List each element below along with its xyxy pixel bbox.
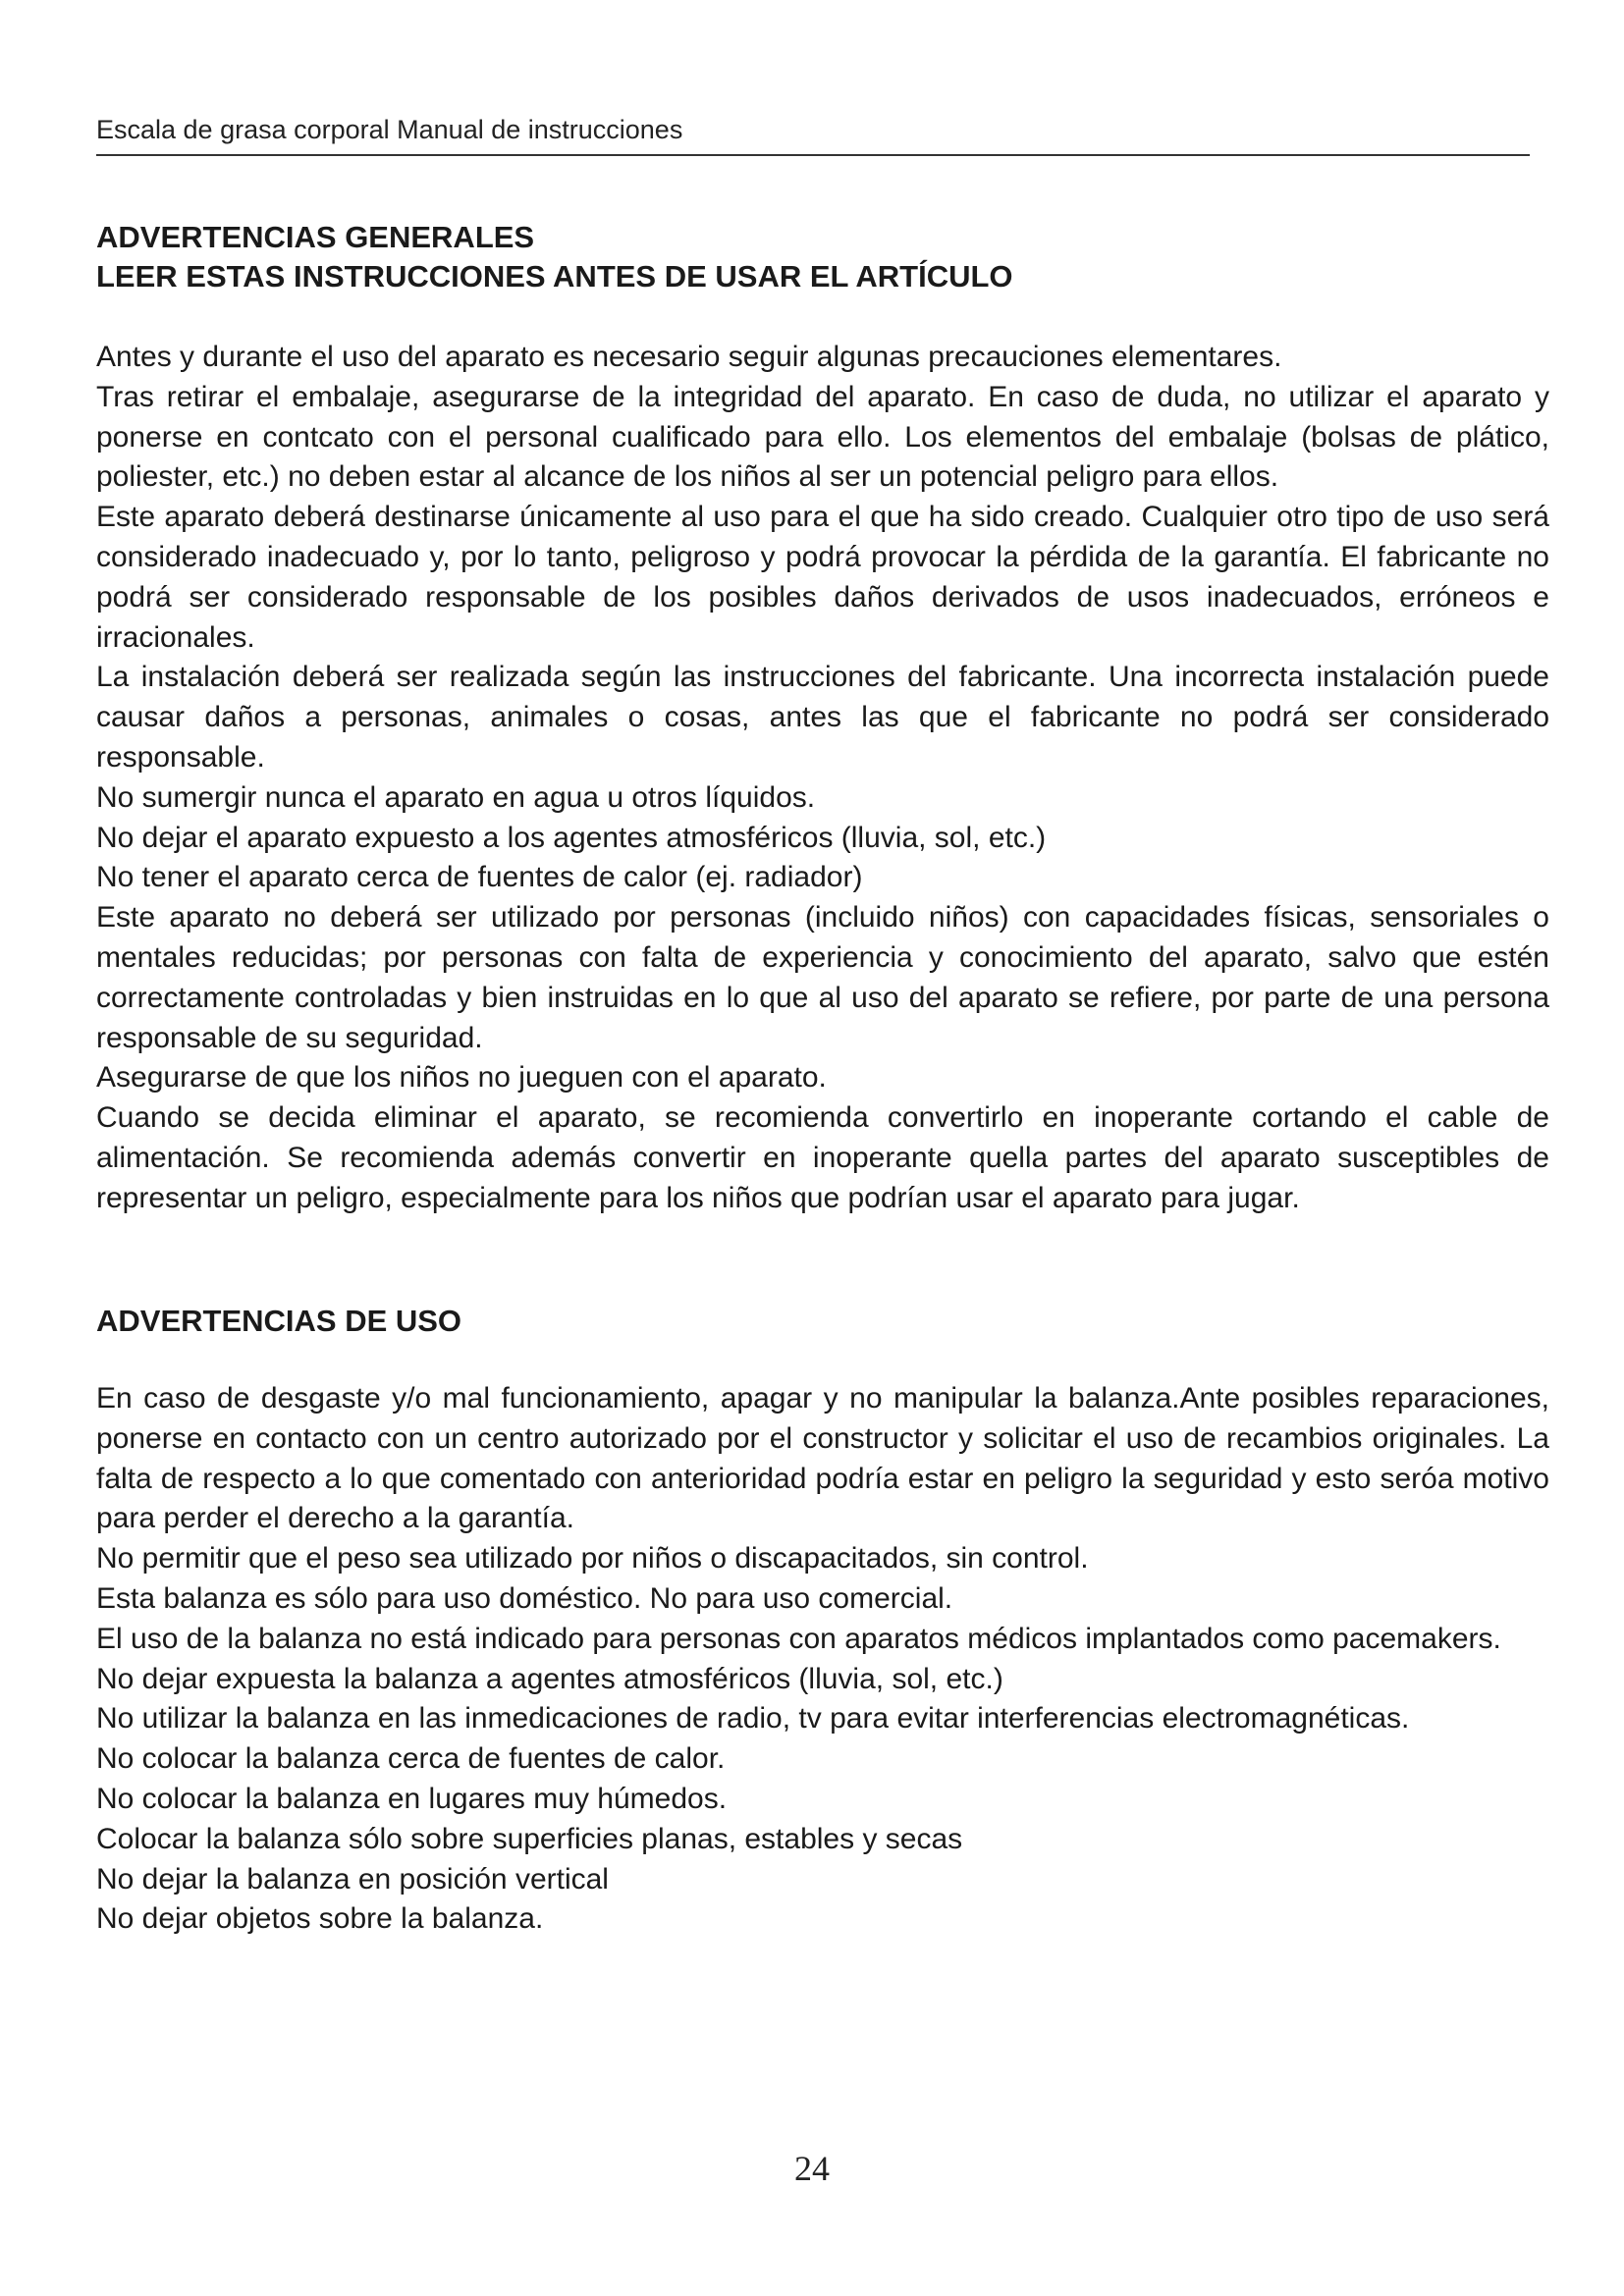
paragraph: Esta balanza es sólo para uso doméstico. No para uso comercial. — [96, 1581, 953, 1615]
paragraph: Cuando se decida eliminar el aparato, se recomienda convertirlo en inoperante cortando el cable de alimentación. Se recomienda además convertir en inoperante quella partes del aparato susceptibles de representar un peligro, especialmente para los niños que podrían usar el aparato para jugar. — [96, 1101, 1549, 1214]
paragraph: No dejar el aparato expuesto a los agentes atmosféricos (lluvia, sol, etc.) — [96, 821, 1047, 854]
usage-warnings-body — [96, 1379, 1549, 1940]
paragraph: Colocar la balanza sólo sobre superficies planas, estables y secas — [96, 1822, 963, 1855]
paragraph: No dejar objetos sobre la balanza. — [96, 1902, 544, 1936]
paragraph: No utilizar la balanza en las inmedicaciones de radio, tv para evitar interferencias electromagnéticas. — [96, 1702, 1410, 1735]
general-warnings-body — [96, 338, 1549, 1219]
paragraph: No tener el aparato cerca de fuentes de calor (ej. radiador) — [96, 861, 863, 894]
page-number: 24 — [794, 2149, 830, 2188]
paragraph: No colocar la balanza en lugares muy húmedos. — [96, 1782, 728, 1815]
paragraph: No dejar expuesta la balanza a agentes atmosféricos (lluvia, sol, etc.) — [96, 1662, 1003, 1695]
usage-warnings-heading: ADVERTENCIAS DE USO — [96, 1304, 462, 1338]
paragraph: Este aparato no deberá ser utilizado por personas (incluido niños) con capacidades físicas, sensoriales o mentales reducidas; por personas con falta de experiencia y conocimiento del aparato, salvo que estén correctamente controladas y bien instruidas en lo que al uso del aparato se refiere, por parte de una persona responsable de su seguridad. — [96, 901, 1549, 1054]
read-instructions-heading: LEER ESTAS INSTRUCCIONES ANTES DE USAR EL ARTÍCULO — [96, 259, 1013, 294]
running-header: Escala de grasa corporal Manual de instrucciones — [96, 115, 683, 144]
paragraph: El uso de la balanza no está indicado para personas con aparatos médicos implantados como pacemakers. — [96, 1622, 1501, 1655]
paragraph: Este aparato deberá destinarse únicamente al uso para el que ha sido creado. Cualquier otro tipo de uso será considerado inadecuado y, por lo tanto, peligroso y podrá provocar la pérdida de la garantía. El fabricante no podrá ser considerado responsable de los posibles daños derivados de usos inadecuados, erróneos e irracionales. — [96, 501, 1549, 654]
paragraph: No permitir que el peso sea utilizado por niños o discapacitados, sin control. — [96, 1542, 1089, 1575]
paragraph: Tras retirar el embalaje, asegurarse de la integridad del aparato. En caso de duda, no utilizar el aparato y ponerse en contcato con el personal cualificado para ello. Los elementos del embalaje (bolsas de plático, poliester, etc.) no deben estar al alcance de los niños al ser un potencial peligro para ellos. — [96, 380, 1549, 494]
paragraph: No colocar la balanza cerca de fuentes de calor. — [96, 1742, 726, 1776]
paragraph: Antes y durante el uso del aparato es necesario seguir algunas precauciones elementares. — [96, 341, 1282, 373]
general-warnings-heading: ADVERTENCIAS GENERALES — [96, 220, 535, 254]
header-divider — [96, 154, 1530, 156]
paragraph: Asegurarse de que los niños no jueguen con el aparato. — [96, 1061, 827, 1095]
paragraph: No sumergir nunca el aparato en agua u otros líquidos. — [96, 780, 816, 814]
paragraph: La instalación deberá ser realizada según las instrucciones del fabricante. Una incorrecta instalación puede causar daños a personas, animales o cosas, antes las que el fabricante no podrá ser considerado responsable. — [96, 661, 1549, 774]
paragraph: En caso de desgaste y/o mal funcionamiento, apagar y no manipular la balanza.Ante posibles reparaciones, ponerse en contacto con un centro autorizado por el constructor y solicitar el uso de recambios originales. La falta de respecto a lo que comentado con anterioridad podría estar en peligro la seguridad y esto seróa motivo para perder el derecho a la garantía. — [96, 1382, 1549, 1535]
paragraph: No dejar la balanza en posición vertical — [96, 1862, 609, 1896]
